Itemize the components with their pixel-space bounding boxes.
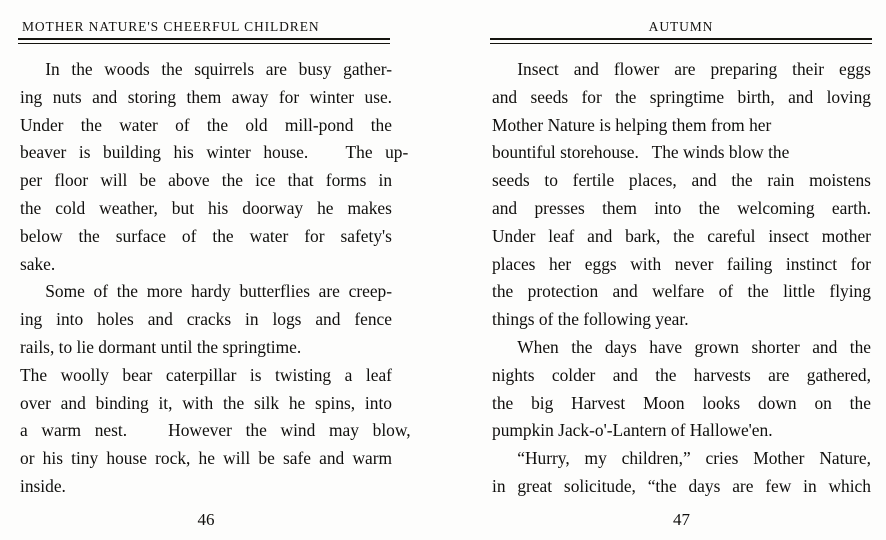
text-line: and seeds for the springtime birth, and loving xyxy=(492,86,872,107)
text-line: Mother Nature is helping them from her xyxy=(492,114,772,135)
text-line: the cold weather, but his doorway he makes xyxy=(20,197,392,218)
text-line: rails, to lie dormant until the springtime. xyxy=(20,336,302,357)
text-line: ing nuts and storing them away for winter use. xyxy=(20,86,393,107)
text-line: “Hurry, my children,” cries Mother Nature, xyxy=(517,448,871,469)
header-rule-right xyxy=(490,38,872,45)
running-head-left: MOTHER NATURE'S CHEERFUL CHILDREN xyxy=(22,19,320,34)
text-line: pumpkin Jack-o'-Lantern of Hallowe'en. xyxy=(492,420,773,441)
text-column-right xyxy=(492,56,871,501)
paragraph xyxy=(20,278,411,500)
text-line: seeds to fertile places, and the rain moistens xyxy=(492,170,871,191)
text-line: below the surface of the water for safety's xyxy=(20,225,392,246)
page-number-right: 47 xyxy=(673,510,690,529)
text-line: the big Harvest Moon looks down on the xyxy=(492,392,871,413)
text-line: and presses them into the welcoming earth. xyxy=(492,197,871,218)
text-line: Under leaf and bark, the careful insect mother xyxy=(492,225,871,246)
paragraph xyxy=(20,56,409,278)
header-rule-thick-line xyxy=(490,38,872,40)
text-line: bountiful storehouse. The winds blow the xyxy=(492,142,790,163)
text-line: inside. xyxy=(20,475,66,496)
text-line: sake. xyxy=(20,253,56,274)
header-rule-thin-line xyxy=(490,43,872,44)
page-right xyxy=(443,0,886,540)
page-number-left: 46 xyxy=(197,510,215,529)
paragraph xyxy=(492,334,871,445)
text-line: per floor will be above the ice that forms in xyxy=(20,170,393,191)
running-head-right: AUTUMN xyxy=(648,19,714,34)
text-column-left xyxy=(20,56,411,501)
text-line: Some of the more hardy butterflies are creep- xyxy=(45,281,393,302)
text-line: In the woods the squirrels are busy gather- xyxy=(45,59,393,79)
header-rule-left xyxy=(18,38,390,45)
text-line: in great solicitude, “the days are few in which xyxy=(492,475,871,496)
text-line: the protection and welfare of the little flying xyxy=(492,281,871,302)
text-line: When the days have grown shorter and the xyxy=(517,336,872,357)
text-line: beaver is building his winter house. The up- xyxy=(20,142,409,163)
paragraph xyxy=(492,56,871,334)
header-rule-thin-line xyxy=(18,43,390,44)
text-line: things of the following year. xyxy=(492,309,689,330)
text-line: places her eggs with never failing instinct for xyxy=(492,253,871,274)
text-line: Insect and flower are preparing their eggs xyxy=(517,59,871,79)
text-line: nights colder and the harvests are gathered, xyxy=(492,364,871,385)
header-rule-thick-line xyxy=(18,38,390,40)
text-line: Under the water of the old mill-pond the xyxy=(20,114,392,135)
text-line: The woolly bear caterpillar is twisting a leaf xyxy=(20,364,392,385)
text-line: or his tiny house rock, he will be safe and warm xyxy=(20,448,393,469)
text-line: ing into holes and cracks in logs and fence xyxy=(20,309,392,330)
text-line: a warm nest. However the wind may blow, xyxy=(20,420,411,441)
text-line: over and binding it, with the silk he spins, into xyxy=(20,392,392,413)
paragraph xyxy=(492,445,871,501)
